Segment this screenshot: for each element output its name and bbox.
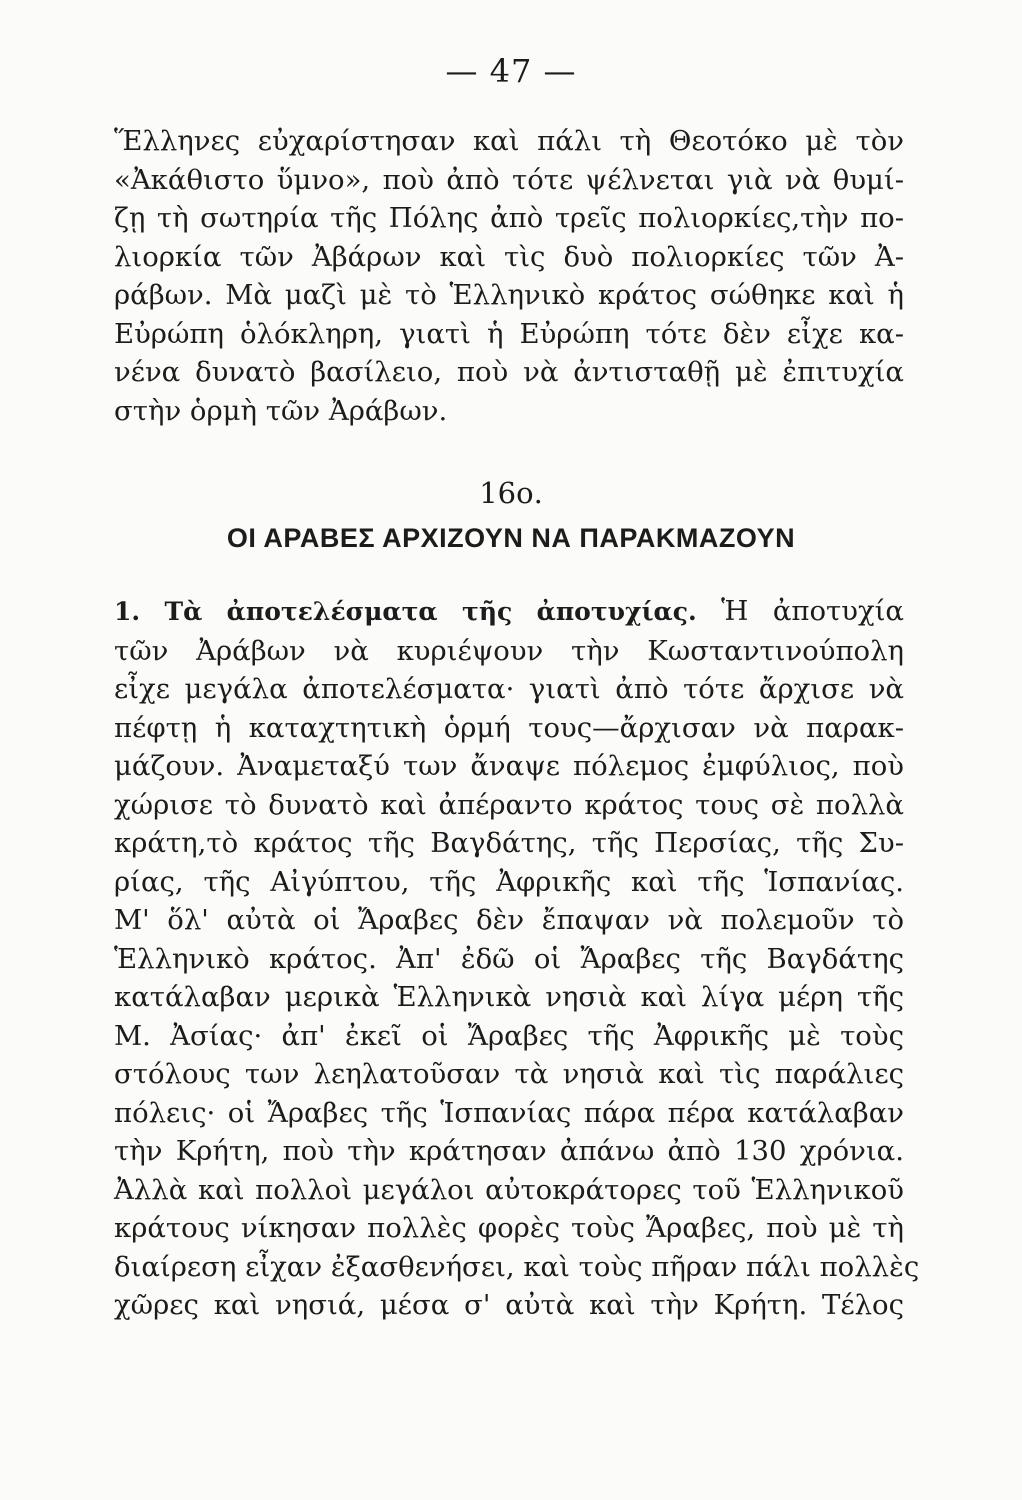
text-line: ράβων. Μὰ μαζὶ μὲ τὸ Ἑλληνικὸ κράτος σώθηκε καὶ ἡ xyxy=(114,279,904,311)
text-line: κράτους νίκησαν πολλὲς φορὲς τοὺς Ἄραβες, ποὺ μὲ τὴ xyxy=(114,1212,904,1244)
subheading: 1. Τὰ ἀποτελέσματα τῆς ἀποτυχίας. xyxy=(114,597,697,626)
text-line: στὴν ὁρμὴ τῶν Ἀράβων. xyxy=(114,394,448,427)
text-line: Ἑλληνικὸ κράτος. Ἀπ' ἐδῶ οἱ Ἄραβες τῆς Βαγδάτης xyxy=(114,942,904,975)
paragraph-continued xyxy=(114,122,904,430)
paragraph-section-1 xyxy=(114,592,920,1325)
text-line: τῶν Ἀράβων νὰ κυριέψουν τὴν Κωσταντινούπολη xyxy=(114,634,904,667)
chapter-title: ΟΙ ΑΡΑΒΕΣ ΑΡΧΙΖΟΥΝ ΝΑ ΠΑΡΑΚΜΑΖΟΥΝ xyxy=(226,523,796,553)
text-line: χῶρες καὶ νησιά, μέσα σ' αὐτὰ καὶ τὴν Κρήτη. Τέλος xyxy=(114,1289,904,1321)
text-line: ρίας, τῆς Αἰγύπτου, τῆς Ἀφρικῆς καὶ τῆς Ἱσπανίας. xyxy=(114,865,904,898)
text-line: εἶχε μεγάλα ἀποτελέσματα· γιατὶ ἀπὸ τότε ἄρχισε νὰ xyxy=(114,673,904,705)
text-line: Εὐρώπη ὁλόκληρη, γιατὶ ἡ Εὐρώπη τότε δὲν εἶχε κα- xyxy=(114,317,904,350)
text-line: νένα δυνατὸ βασίλειο, ποὺ νὰ ἀντισταθῇ μὲ ἐπιτυχία xyxy=(114,356,904,388)
text-fragment: Ἡ ἀποτυχία xyxy=(721,595,905,627)
text-line: πόλεις· οἱ Ἄραβες τῆς Ἱσπανίας πάρα πέρα κατάλαβαν xyxy=(114,1096,904,1129)
text-line: λιορκία τῶν Ἀβάρων καὶ τὶς δυὸ πολιορκίες τῶν Ἀ- xyxy=(114,240,904,273)
section-number: 16ο. xyxy=(479,476,543,510)
text-line: διαίρεση εἶχαν ἐξασθενήσει, καὶ τοὺς πῆραν πάλι πολλὲς xyxy=(114,1250,920,1283)
text-line-with-subheading xyxy=(114,592,904,632)
text-line: Μ' ὅλ' αὐτὰ οἱ Ἄραβες δὲν ἔπαψαν νὰ πολεμοῦν τὸ xyxy=(114,904,904,936)
text-line: Μ. Ἀσίας· ἀπ' ἐκεῖ οἱ Ἄραβες τῆς Ἀφρικῆς μὲ τοὺς xyxy=(114,1019,904,1052)
text-line: τὴν Κρήτη, ποὺ τὴν κράτησαν ἀπάνω ἀπὸ 130 χρόνια. xyxy=(114,1135,904,1167)
text-line: μάζουν. Ἀναμεταξύ των ἄναψε πόλεμος ἐμφύλιος, ποὺ xyxy=(114,750,904,782)
text-line: πέφτῃ ἡ καταχτητικὴ ὁρμή τους—ἄρχισαν νὰ παρακ- xyxy=(114,711,904,744)
text-line: Ἀλλὰ καὶ πολλοὶ μεγάλοι αὐτοκράτορες τοῦ Ἑλληνικοῦ xyxy=(114,1173,904,1206)
text-line: Ἕλληνες εὐχαρίστησαν καὶ πάλι τὴ Θεοτόκο μὲ τὸν xyxy=(114,125,904,157)
text-line: χώρισε τὸ δυνατὸ καὶ ἀπέραντο κράτος τους σὲ πολλὰ xyxy=(114,788,904,821)
text-line: στόλους των λεηλατοῦσαν τὰ νησιὰ καὶ τὶς παράλιες xyxy=(114,1058,904,1090)
text-line: κράτη,τὸ κράτος τῆς Βαγδάτης, τῆς Περσίας, τῆς Συ- xyxy=(114,827,904,859)
page-number: — 47 — xyxy=(445,52,577,90)
text-line: «Ἀκάθιστο ὕμνο», ποὺ ἀπὸ τότε ψέλνεται γιὰ νὰ θυμί- xyxy=(114,163,904,196)
text-line: κατάλαβαν μερικὰ Ἑλληνικὰ νησιὰ καὶ λίγα μέρη τῆς xyxy=(114,981,904,1013)
text-line: ζῃ τὴ σωτηρία τῆς Πόλης ἀπὸ τρεῖς πολιορκίες,τὴν πο- xyxy=(114,202,904,234)
